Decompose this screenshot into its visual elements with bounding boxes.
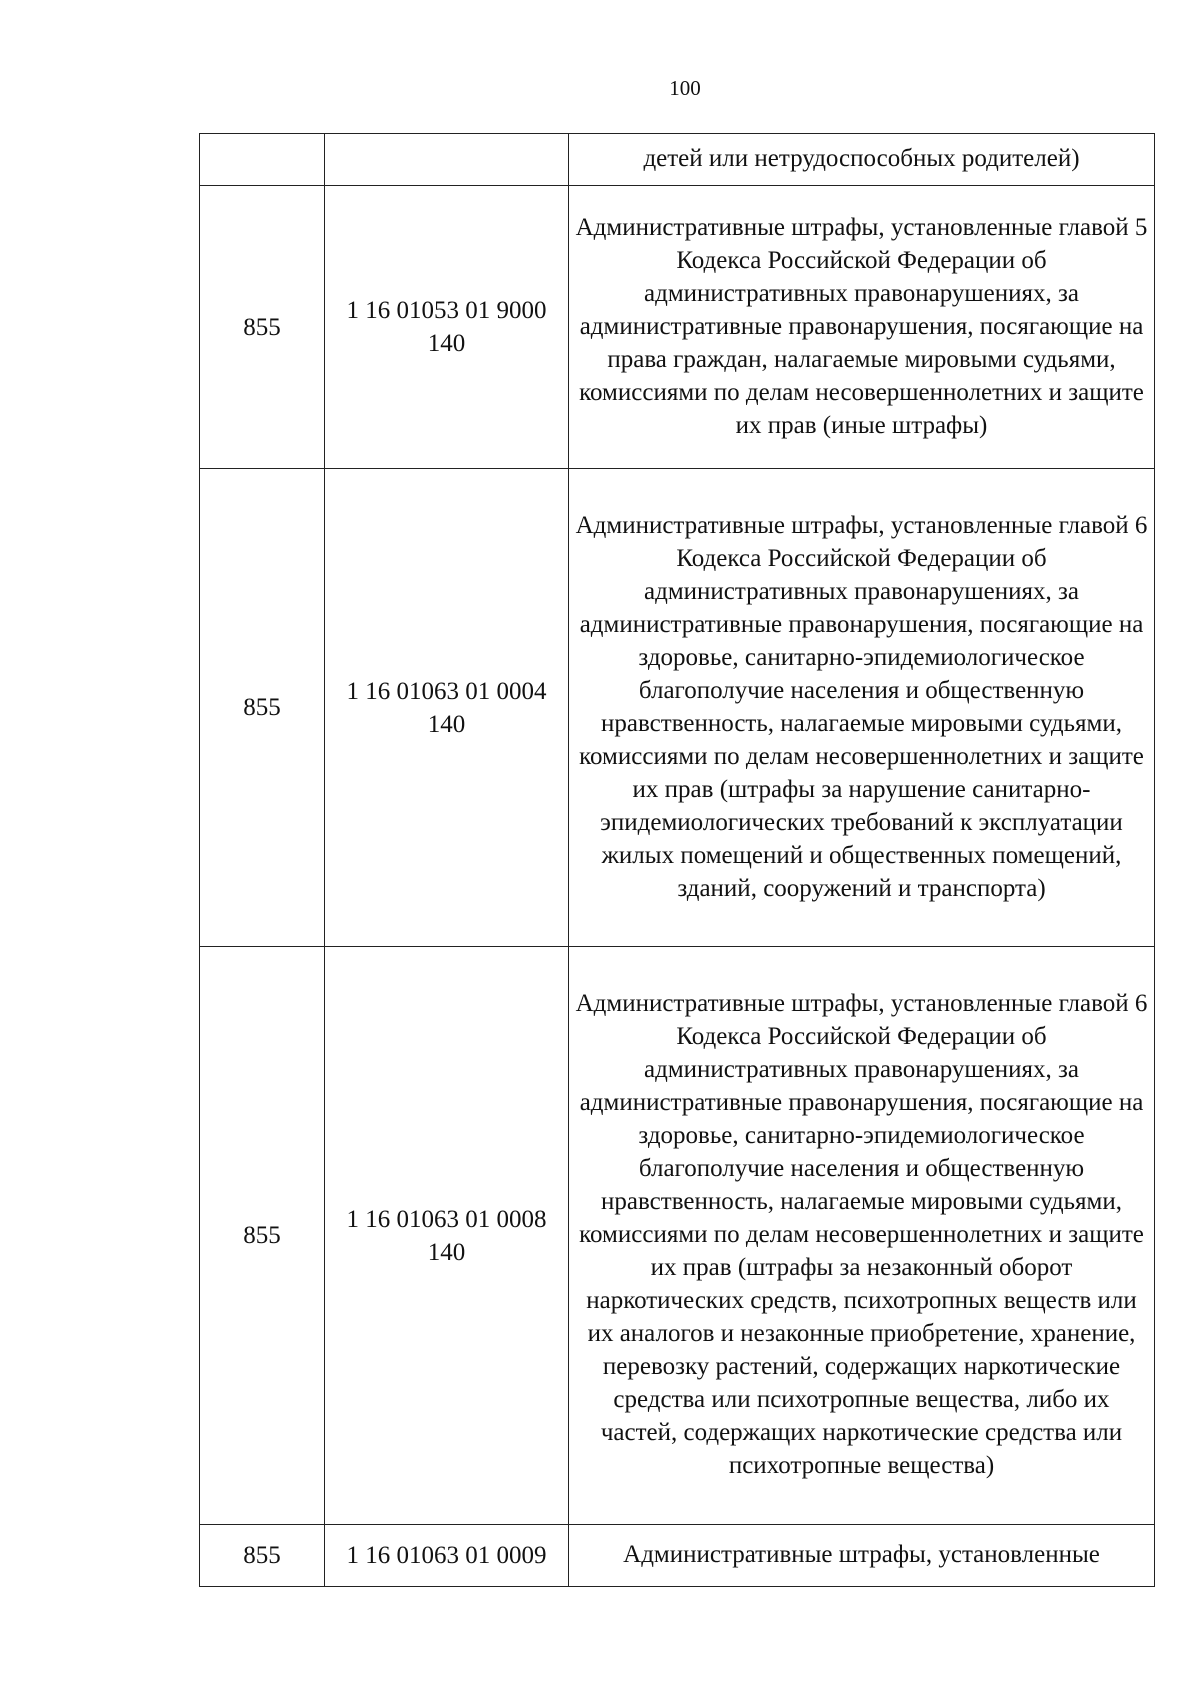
- description-cell: Административные штрафы, установленные: [569, 1525, 1155, 1587]
- description-cell: детей или нетрудоспособных родителей): [569, 134, 1155, 186]
- budget-codes-table: [199, 133, 1155, 1587]
- budget-code-cell: 1 16 01053 01 9000 140: [325, 186, 569, 469]
- admin-code-cell: 855: [200, 469, 325, 947]
- table-row: [200, 947, 1155, 1525]
- table-row: [200, 186, 1155, 469]
- description-cell: Административные штрафы, установленные главой 5 Кодекса Российской Федерации об административных правонарушениях, за административные правонарушения, посягающие на права граждан, налагаемые мировыми судьями, комиссиями по делам несовершеннолетних и защите их прав (иные штрафы): [569, 186, 1155, 469]
- table-row: [200, 134, 1155, 186]
- description-cell: Административные штрафы, установленные главой 6 Кодекса Российской Федерации об административных правонарушениях, за административные правонарушения, посягающие на здоровье, санитарно-эпидемиологическое благополучие населения и общественную нравственность, налагаемые мировыми судьями, комиссиями по делам несовершеннолетних и защите их прав (штрафы за незаконный оборот наркотических средств, психотропных веществ или их аналогов и незаконные приобретение, хранение, перевозку растений, содержащих наркотические средства или психотропные вещества, либо их частей, содержащих наркотические средства или психотропные вещества): [569, 947, 1155, 1525]
- budget-code-cell: [325, 134, 569, 186]
- admin-code-cell: 855: [200, 1525, 325, 1587]
- budget-code-cell: 1 16 01063 01 0009: [325, 1525, 569, 1587]
- admin-code-cell: 855: [200, 947, 325, 1525]
- budget-code-cell: 1 16 01063 01 0004 140: [325, 469, 569, 947]
- page-number: 100: [669, 76, 701, 100]
- description-cell: Административные штрафы, установленные главой 6 Кодекса Российской Федерации об административных правонарушениях, за административные правонарушения, посягающие на здоровье, санитарно-эпидемиологическое благополучие населения и общественную нравственность, налагаемые мировыми судьями, комиссиями по делам несовершеннолетних и защите их прав (штрафы за нарушение санитарно-эпидемиологических требований к эксплуатации жилых помещений и общественных помещений, зданий, сооружений и транспорта): [569, 469, 1155, 947]
- table-row: [200, 1525, 1155, 1587]
- admin-code-cell: 855: [200, 186, 325, 469]
- admin-code-cell: [200, 134, 325, 186]
- table-row: [200, 469, 1155, 947]
- budget-code-cell: 1 16 01063 01 0008 140: [325, 947, 569, 1525]
